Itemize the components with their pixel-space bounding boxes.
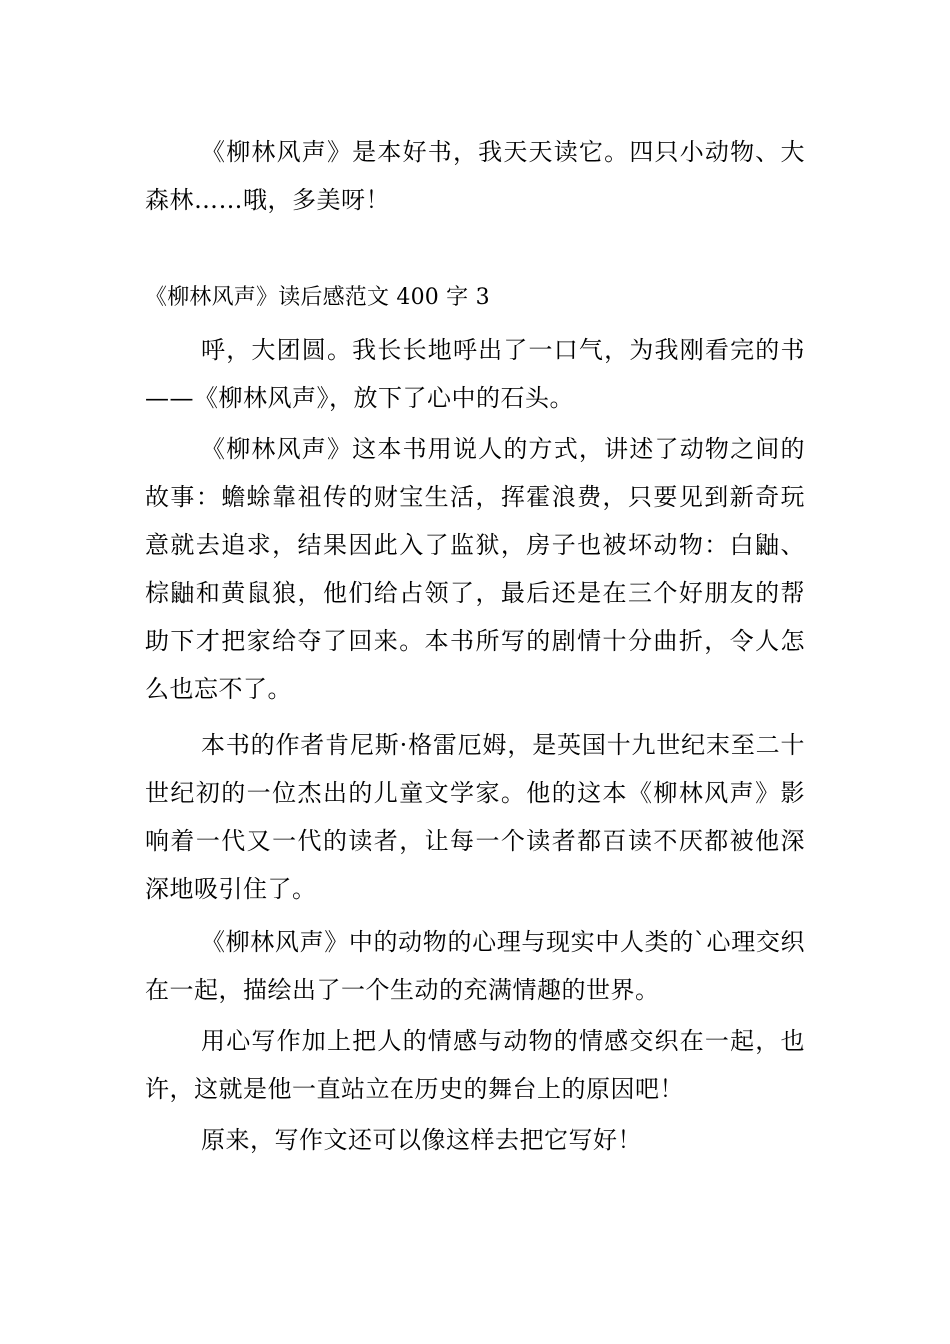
paragraph-6: 原来，写作文还可以像这样去把它写好！ — [201, 1126, 642, 1154]
paragraph-2: 《柳林风声》这本书用说人的方式，讲述了动物之间的故事：蟾蜍靠祖传的财宝生活，挥霍浪费，只要见到新奇玩意就去追求，结果因此入了监狱，房子也被坏动物：白鼬、棕鼬和黄鼠狼，他们给占领了，最后还是在三个好朋友的帮助下才把家给夺了回来。本书所写的剧情十分曲折，令人怎么也忘不了。 — [145, 435, 805, 703]
paragraph-5: 用心写作加上把人的情感与动物的情感交织在一起，也许，这就是他一直站立在历史的舞台上的原因吧！ — [145, 1027, 805, 1103]
section-title: 《柳林风声》读后感范文 400 字 3 — [145, 285, 490, 310]
paragraph-3: 本书的作者肯尼斯·格雷厄姆，是英国十九世纪末至二十世纪初的一位杰出的儿童文学家。他的这本《柳林风声》影响着一代又一代的读者，让每一个读者都百读不厌都被他深深地吸引住了。 — [145, 731, 805, 903]
paragraph-1: 呼，大团圆。我长长地呼出了一口气，为我刚看完的书——《柳林风声》，放下了心中的石头。 — [145, 336, 805, 412]
intro-paragraph: 《柳林风声》是本好书，我天天读它。四只小动物、大森林……哦，多美呀！ — [145, 138, 805, 214]
paragraph-4: 《柳林风声》中的动物的心理与现实中人类的`心理交织在一起，描绘出了一个生动的充满情趣的世界。 — [145, 928, 805, 1004]
